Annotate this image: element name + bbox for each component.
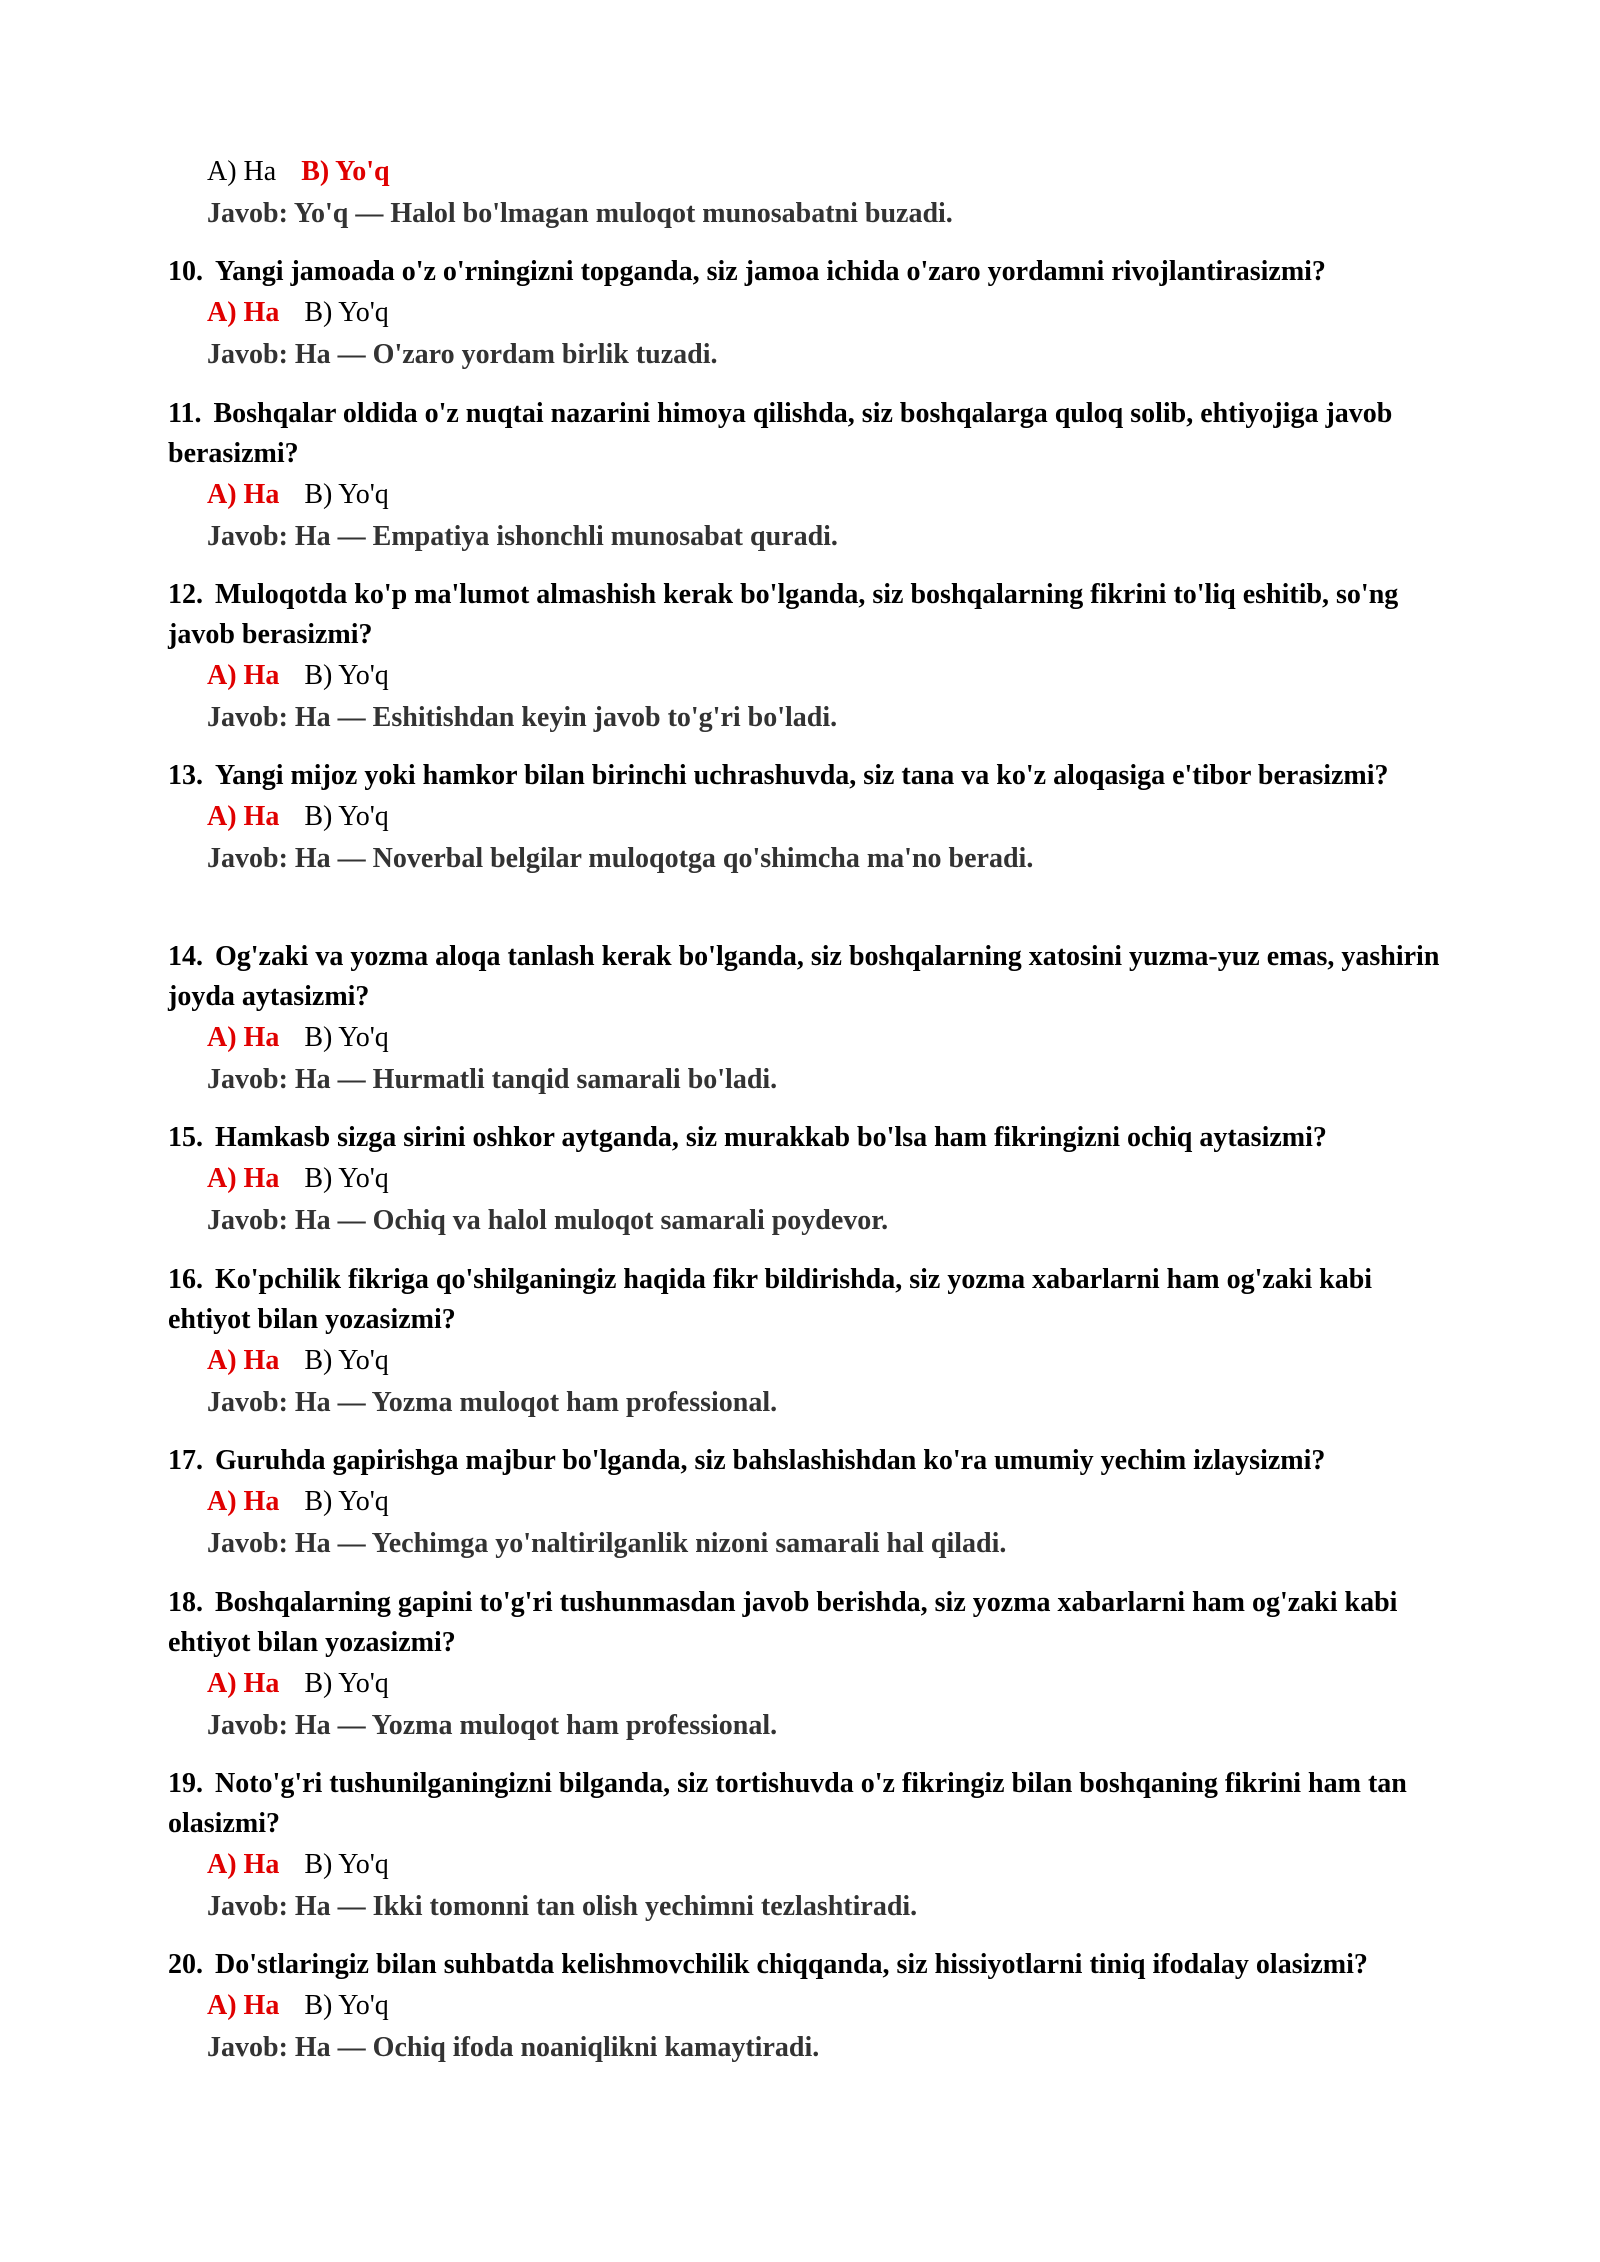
option-a-correct: A) Ha (207, 660, 280, 691)
question-body: Boshqalarning gapini to'g'ri tushunmasdan javob berishda, siz yozma xabarlarni ham og'zaki kabi ehtiyot bilan yozasizmi? (168, 1587, 1398, 1658)
option-b: B) Yo'q (304, 297, 389, 328)
answer-line: Javob: Ha — Yechimga yo'naltirilganlik nizoni samarali hal qiladi. (207, 1528, 1007, 1559)
options (207, 1844, 1600, 1886)
option-b: B) Yo'q (304, 1668, 389, 1699)
option-b: B) Yo'q (304, 801, 389, 832)
question-body: Og'zaki va yozma aloqa tanlash kerak bo'lganda, siz boshqalarning xatosini yuzma-yuz emas, yashirin joyda aytasizmi? (168, 941, 1440, 1012)
options (207, 1481, 1600, 1523)
question-number: 19. (168, 1768, 203, 1799)
option-a-correct: A) Ha (207, 1345, 280, 1376)
question-number: 10. (168, 256, 203, 287)
question-block-18 (0, 1583, 1600, 1747)
question-body: Muloqotda ko'p ma'lumot almashish kerak bo'lganda, siz boshqalarning fikrini to'liq eshitib, so'ng javob berasizmi? (168, 579, 1399, 650)
answer-line: Javob: Ha — Ochiq ifoda noaniqlikni kamaytiradi. (207, 2032, 820, 2063)
answer-line: Javob: Ha — Yozma muloqot ham professional. (207, 1710, 778, 1741)
option-a-correct: A) Ha (207, 1486, 280, 1517)
options (207, 151, 1600, 193)
question-body: Ko'pchilik fikriga qo'shilganingiz haqida fikr bildirishda, siz yozma xabarlarni ham og'zaki kabi ehtiyot bilan yozasizmi? (168, 1264, 1373, 1335)
options (207, 1663, 1600, 1705)
option-b-correct: B) Yo'q (301, 156, 390, 187)
options (207, 292, 1600, 334)
question-text (168, 937, 1448, 1017)
question-text (168, 394, 1448, 474)
options (207, 1985, 1600, 2027)
question-text (168, 252, 1448, 292)
question-body: Yangi jamoada o'z o'rningizni topganda, siz jamoa ichida o'zaro yordamni rivojlantirasizmi? (215, 256, 1326, 287)
question-text (168, 1583, 1448, 1663)
option-a-correct: A) Ha (207, 1849, 280, 1880)
question-text (168, 1945, 1448, 1985)
question-text (168, 1764, 1448, 1844)
option-b: B) Yo'q (304, 1990, 389, 2021)
question-block-17 (0, 1441, 1600, 1565)
question-number: 14. (168, 941, 203, 972)
option-a-correct: A) Ha (207, 1990, 280, 2021)
question-block-14 (0, 937, 1600, 1101)
question-number: 20. (168, 1949, 203, 1980)
answer-line: Javob: Ha — Yozma muloqot ham professional. (207, 1387, 778, 1418)
question-text (168, 575, 1448, 655)
answer-line: Javob: Ha — Ikki tomonni tan olish yechimni tezlashtiradi. (207, 1891, 918, 1922)
answer-line: Javob: Ha — Ochiq va halol muloqot samarali poydevor. (207, 1205, 889, 1236)
question-body: Noto'g'ri tushunilganingizni bilganda, siz tortishuvda o'z fikringiz bilan boshqaning fikrini ham tan olasizmi? (168, 1768, 1407, 1839)
options (207, 1158, 1600, 1200)
options (207, 796, 1600, 838)
option-a-correct: A) Ha (207, 801, 280, 832)
question-block-11 (0, 394, 1600, 558)
answer-line: Javob: Ha — Empatiya ishonchli munosabat quradi. (207, 521, 838, 552)
question-block-19 (0, 1764, 1600, 1928)
option-b: B) Yo'q (304, 1163, 389, 1194)
question-body: Hamkasb sizga sirini oshkor aytganda, siz murakkab bo'lsa ham fikringizni ochiq aytasizmi? (215, 1122, 1327, 1153)
question-block-13 (0, 756, 1600, 880)
question-text (168, 1441, 1448, 1481)
question-body: Boshqalar oldida o'z nuqtai nazarini himoya qilishda, siz boshqalarga quloq solib, ehtiyojiga javob berasizmi? (168, 398, 1393, 469)
answer-line: Javob: Yo'q — Halol bo'lmagan muloqot munosabatni buzadi. (207, 198, 953, 229)
answer-line: Javob: Ha — Hurmatli tanqid samarali bo'ladi. (207, 1064, 778, 1095)
option-a-correct: A) Ha (207, 1668, 280, 1699)
answer-line: Javob: Ha — Eshitishdan keyin javob to'g'ri bo'ladi. (207, 702, 838, 733)
option-a-correct: A) Ha (207, 1163, 280, 1194)
question-text (168, 1260, 1448, 1340)
option-b: B) Yo'q (304, 1486, 389, 1517)
question-body: Yangi mijoz yoki hamkor bilan birinchi uchrashuvda, siz tana va ko'z aloqasiga e'tibor berasizmi? (215, 760, 1389, 791)
option-b: B) Yo'q (304, 660, 389, 691)
question-number: 18. (168, 1587, 203, 1618)
option-b: B) Yo'q (304, 1022, 389, 1053)
option-a-correct: A) Ha (207, 1022, 280, 1053)
question-number: 15. (168, 1122, 203, 1153)
question-9-continuation (0, 151, 1600, 235)
options (207, 474, 1600, 516)
question-body: Guruhda gapirishga majbur bo'lganda, siz bahslashishdan ko'ra umumiy yechim izlaysizmi? (215, 1445, 1326, 1476)
option-b: B) Yo'q (304, 1345, 389, 1376)
question-number: 12. (168, 579, 203, 610)
option-b: B) Yo'q (304, 1849, 389, 1880)
options (207, 1340, 1600, 1382)
question-block-10 (0, 252, 1600, 376)
question-text (168, 756, 1448, 796)
option-a-correct: A) Ha (207, 297, 280, 328)
answer-line: Javob: Ha — Noverbal belgilar muloqotga qo'shimcha ma'no beradi. (207, 843, 1034, 874)
question-number: 13. (168, 760, 203, 791)
question-block-16 (0, 1260, 1600, 1424)
option-b: B) Yo'q (304, 479, 389, 510)
question-number: 17. (168, 1445, 203, 1476)
question-block-20 (0, 1945, 1600, 2069)
question-text (168, 1118, 1448, 1158)
question-block-15 (0, 1118, 1600, 1242)
options (207, 655, 1600, 697)
question-number: 16. (168, 1264, 203, 1295)
question-block-12 (0, 575, 1600, 739)
question-body: Do'stlaringiz bilan suhbatda kelishmovchilik chiqqanda, siz hissiyotlarni tiniq ifodalay olasizmi? (215, 1949, 1368, 1980)
options (207, 1017, 1600, 1059)
question-number: 11. (168, 398, 202, 429)
option-a-correct: A) Ha (207, 479, 280, 510)
answer-line: Javob: Ha — O'zaro yordam birlik tuzadi. (207, 339, 718, 370)
option-a: A) Ha (207, 156, 277, 187)
